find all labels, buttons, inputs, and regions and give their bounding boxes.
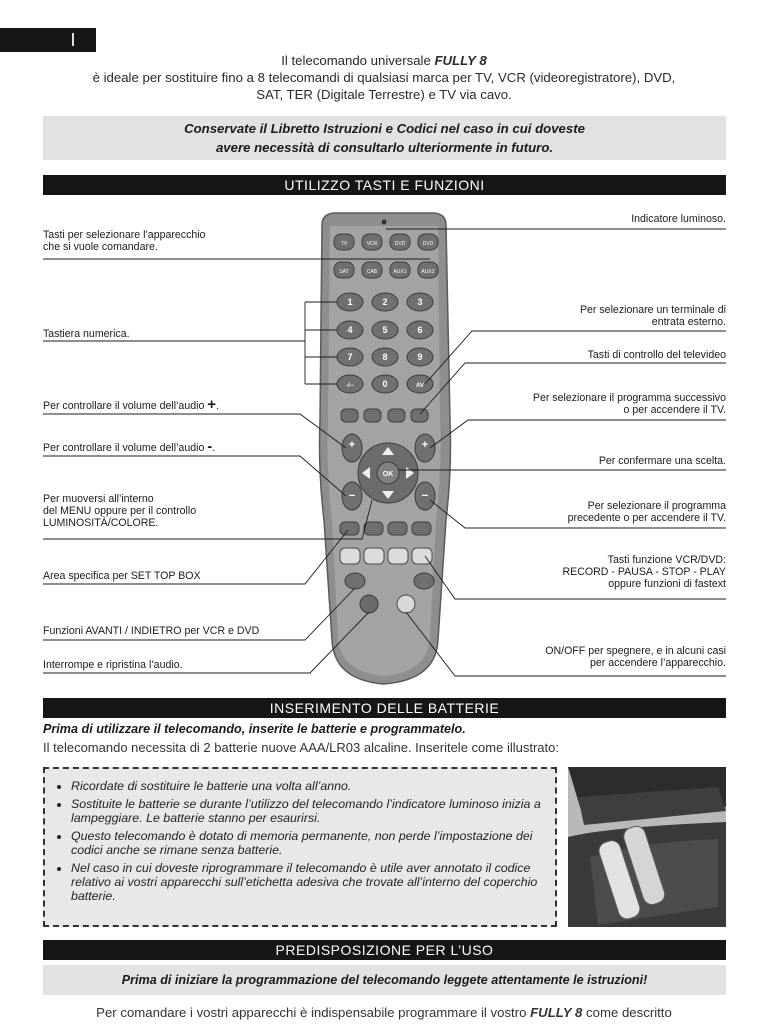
key-cab: CAB	[366, 269, 378, 275]
key-dvd: DVD	[394, 241, 406, 247]
minus-symbol: -	[207, 438, 213, 455]
key-1: 1	[347, 297, 353, 307]
battery-tip: • Sostituite le batterie se durante l’utilizzo del telecomando l’indicatore luminoso inizia a lampeggiare. Le batterie stanno per esaurirsi.	[71, 797, 555, 825]
label-menu	[43, 493, 196, 529]
battery-tips-box	[43, 767, 557, 927]
notice-line-1: Conservate il Libretto Istruzioni e Codici nel caso in cui doveste	[184, 121, 585, 136]
prep-bottom-prefix: Per comandare i vostri apparecchi è indispensabile programmare il vostro	[96, 1005, 531, 1020]
svg-text:+: +	[421, 439, 429, 451]
label-power-1: ON/OFF per spegnere, e in alcuni casi	[545, 645, 726, 657]
key-vcr: VCR	[366, 241, 378, 247]
key-dvd2: DVD	[422, 241, 434, 247]
key-5: 5	[382, 325, 388, 335]
battery-lead-bold: Prima di utilizzare il telecomando, inserite le batterie e programmatelo.	[43, 722, 466, 736]
label-prog-up-2: o per accendere il TV.	[623, 404, 726, 416]
section-title-battery: INSERIMENTO DELLE BATTERIE	[43, 698, 726, 718]
label-prog-down	[568, 500, 726, 524]
label-vol-up: Per controllare il volume dell’audio +.	[43, 396, 220, 413]
notice-line-2: avere necessità di consultarlo ulteriormente in futuro.	[215, 140, 554, 155]
label-stb: Area specifica per SET TOP BOX	[43, 570, 201, 582]
svg-text:−: −	[348, 490, 356, 502]
intro-text	[30, 52, 738, 103]
label-vcr-2: RECORD - PAUSA - STOP - PLAY	[562, 566, 726, 578]
battery-tip: • Questo telecomando è dotato di memoria permanente, non perde l’impostazione dei codici anche se rimane senza batterie.	[71, 829, 555, 857]
led-indicator	[382, 220, 387, 225]
key-aux1: AUX1	[393, 269, 407, 275]
label-vol-down-text: Per controllare il volume dell’audio	[43, 442, 205, 454]
product-name: FULLY 8	[434, 53, 487, 68]
label-vcr-3: oppure funzioni di fastext	[608, 578, 726, 590]
label-device-select-2: che si vuole comandare.	[43, 241, 158, 253]
key-0: 0	[382, 379, 388, 389]
battery-lead-text: Il telecomando necessita di 2 batterie nuove AAA/LR03 alcaline. Inseritele come illustrato:	[43, 740, 559, 755]
plus-symbol: +	[207, 396, 217, 413]
key-8: 8	[382, 352, 388, 362]
label-mute: Interrompe e ripristina l’audio.	[43, 659, 183, 671]
battery-tip: • Ricordate di sostituire le batterie una volta all’anno.	[71, 779, 555, 793]
intro-line-1	[30, 52, 738, 69]
label-led: Indicatore luminoso.	[631, 213, 726, 225]
key-4: 4	[347, 325, 353, 335]
label-device-select	[43, 229, 206, 253]
label-power	[545, 645, 726, 669]
key-2: 2	[382, 297, 388, 307]
key-aux2: AUX2	[421, 269, 435, 275]
key-ok: OK	[382, 471, 394, 478]
label-ffrew: Funzioni AVANTI / INDIETRO per VCR e DVD	[43, 625, 260, 637]
label-menu-2: del MENU oppure per il controllo	[43, 505, 197, 517]
key-9: 9	[417, 352, 423, 362]
battery-tip: • Nel caso in cui doveste riprogrammare il telecomando è utile aver annotato il codice relativo ai vostri apparecchi sull’etichetta adesiva che trovate all’interno del coperchio batterie.	[71, 861, 555, 903]
prep-bottom-suffix: come descritto	[582, 1005, 672, 1020]
key-sat: SAT	[339, 269, 349, 275]
key-dash: -/--	[346, 383, 354, 389]
language-tab: I	[0, 28, 96, 52]
label-prog-down-2: precedente o per accendere il TV.	[567, 512, 726, 524]
label-prog-down-1: Per selezionare il programma	[587, 500, 726, 512]
label-vcr-1: Tasti funzione VCR/DVD:	[607, 554, 726, 566]
svg-text:−: −	[421, 490, 429, 502]
label-device-select-1: Tasti per selezionare l’apparecchio	[43, 229, 206, 241]
key-6: 6	[417, 325, 423, 335]
svg-text:+: +	[348, 439, 356, 451]
prep-product-name: FULLY 8	[530, 1005, 583, 1020]
keep-manual-notice	[43, 116, 726, 160]
section-title-usage: UTILIZZO TASTI E FUNZIONI	[43, 175, 726, 195]
label-vcr	[563, 554, 726, 590]
intro-prefix: Il telecomando universale	[281, 53, 435, 68]
battery-tips-list	[45, 779, 555, 903]
label-vol-down: Per controllare il volume dell’audio -.	[43, 438, 216, 455]
label-prog-up	[533, 392, 726, 416]
label-confirm: Per confermare una scelta.	[598, 455, 726, 467]
label-menu-3: LUMINOSITÀ/COLORE.	[43, 517, 159, 529]
label-vol-up-text: Per controllare il volume dell’audio	[43, 400, 205, 412]
key-av: AV	[416, 383, 424, 389]
intro-line-2: è ideale per sostituire fino a 8 telecomandi di qualsiasi marca per TV, VCR (videoregistratore), DVD,	[92, 70, 676, 85]
label-teletext: Tasti di controllo del televideo	[587, 349, 726, 361]
key-tv: TV	[340, 241, 348, 247]
label-menu-1: Per muoversi all’interno	[43, 493, 154, 505]
section-title-prep: PREDISPOSIZIONE PER L’USO	[43, 940, 726, 960]
battery-compartment-photo	[568, 767, 726, 927]
label-prog-up-1: Per selezionare il programma successivo	[532, 392, 726, 404]
label-numeric: Tastiera numerica.	[43, 328, 130, 340]
key-3: 3	[417, 297, 423, 307]
label-power-2: per accendere l’apparecchio.	[589, 657, 726, 669]
intro-line-3: SAT, TER (Digitale Terrestre) e TV via cavo.	[256, 87, 512, 102]
prep-bottom-text	[30, 1005, 738, 1020]
prep-notice: Prima di iniziare la programmazione del telecomando leggete attentamente le istruzioni!	[43, 965, 726, 995]
key-7: 7	[347, 352, 353, 362]
label-av	[580, 304, 726, 328]
label-av-2: entrata esterno.	[651, 316, 726, 328]
label-av-1: Per selezionare un terminale di	[579, 304, 726, 316]
